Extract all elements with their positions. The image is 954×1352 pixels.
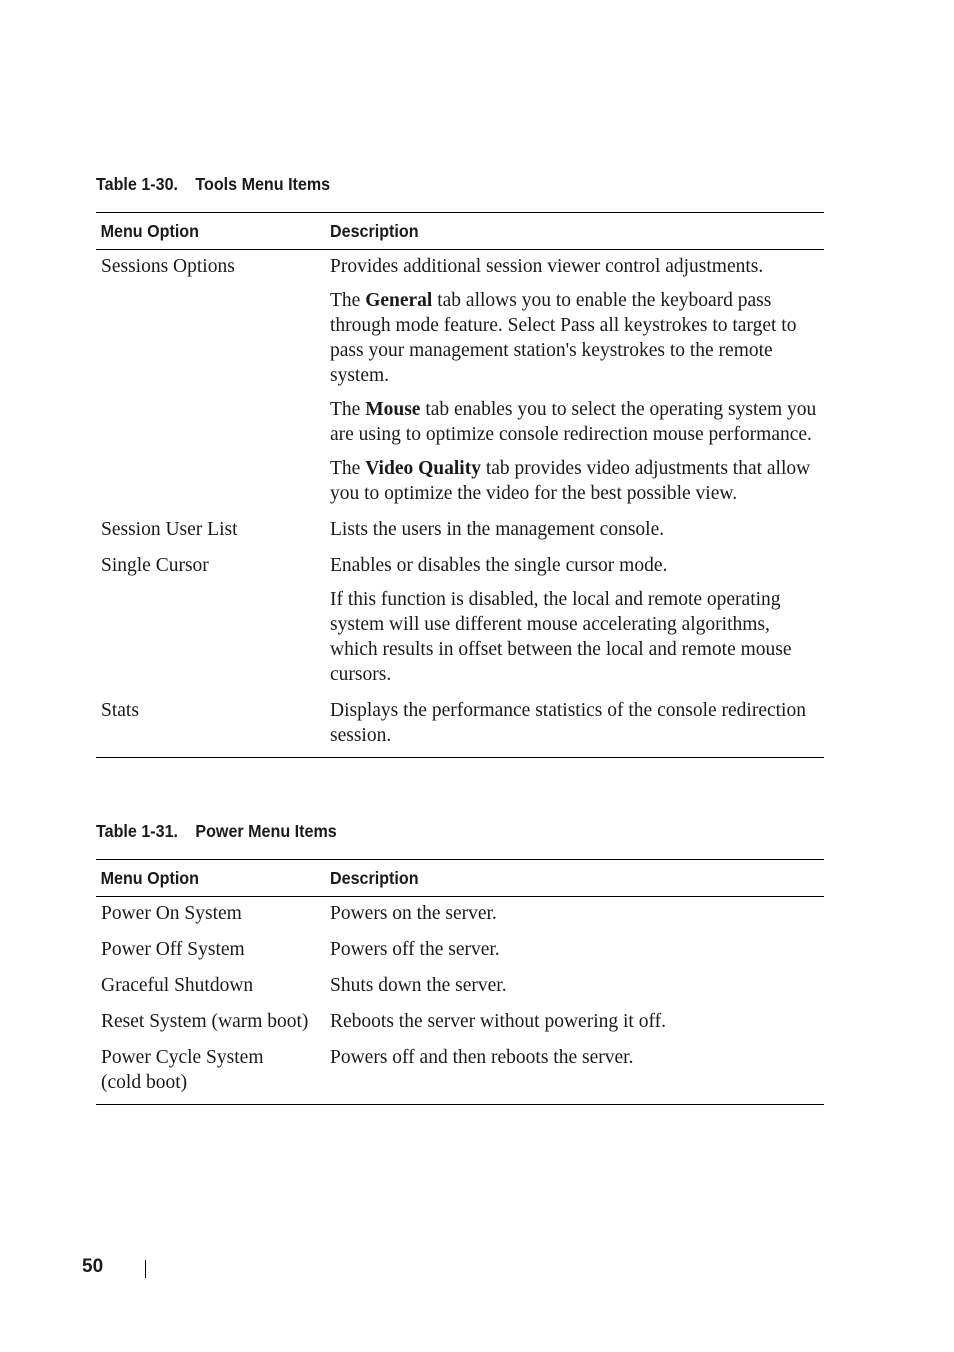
description — [330, 698, 824, 748]
description — [330, 553, 824, 687]
menu-option: Single Cursor — [101, 555, 209, 576]
table-row — [96, 901, 824, 926]
table-number: Table 1-30. — [96, 174, 179, 194]
text: The — [330, 399, 366, 420]
menu-option: Sessions Options — [101, 256, 235, 277]
menu-option: Graceful Shutdown — [101, 975, 254, 996]
description-paragraph: Provides additional session viewer control adjustments. — [330, 256, 764, 277]
text: The — [330, 290, 366, 311]
tab-name-video-quality: Video Quality — [365, 458, 481, 479]
description-paragraph: If this function is disabled, the local and remote operating system will use different mouse accelerating algorithms, which results in offset between the local and remote mouse cursors. — [330, 589, 792, 685]
table-row — [96, 254, 824, 506]
table-title: Power Menu Items — [195, 821, 337, 841]
description — [330, 254, 824, 506]
page-number: 50 — [82, 1256, 104, 1277]
description-paragraph: Displays the performance statistics of the console redirection session. — [330, 700, 806, 746]
menu-option: Reset System (warm boot) — [101, 1011, 309, 1032]
description-paragraph: Enables or disables the single cursor mode. — [330, 555, 668, 576]
table-title: Tools Menu Items — [195, 174, 331, 194]
tools-menu-table — [96, 212, 824, 758]
table-row — [96, 1009, 824, 1034]
table-row — [96, 937, 824, 962]
header-menu-option: Menu Option — [100, 867, 199, 888]
description-paragraph — [330, 288, 820, 388]
text: tab provides video adjustments that allow you to optimize the video for the best possible view. — [330, 458, 811, 504]
description: Powers on the server. — [330, 903, 497, 924]
menu-option: Power On System — [101, 903, 242, 924]
text: The — [330, 458, 366, 479]
description: Powers off the server. — [330, 939, 500, 960]
table-row — [96, 1045, 824, 1095]
description-paragraph — [330, 456, 820, 506]
table-row — [96, 553, 824, 687]
menu-option: Power Cycle System (cold boot) — [101, 1047, 264, 1093]
menu-option: Session User List — [101, 519, 238, 540]
table-header — [96, 860, 824, 897]
header-description: Description — [330, 867, 419, 888]
description: Powers off and then reboots the server. — [330, 1047, 634, 1068]
menu-option: Stats — [101, 700, 139, 721]
table-number: Table 1-31. — [96, 821, 179, 841]
description: Reboots the server without powering it off. — [330, 1011, 666, 1032]
header-menu-option: Menu Option — [100, 220, 199, 241]
table-row — [96, 698, 824, 748]
description: Shuts down the server. — [330, 975, 507, 996]
tab-name-mouse: Mouse — [365, 399, 421, 420]
table-row — [96, 973, 824, 998]
description — [330, 517, 824, 542]
power-menu-table — [96, 859, 824, 1105]
description-paragraph — [330, 397, 820, 447]
header-description: Description — [330, 220, 419, 241]
table-header — [96, 213, 824, 250]
footer-divider — [145, 1260, 146, 1278]
table-caption-tools — [96, 174, 330, 195]
table-row — [96, 517, 824, 542]
description-paragraph: Lists the users in the management console. — [330, 519, 665, 540]
menu-option: Power Off System — [101, 939, 245, 960]
tab-name-general: General — [365, 290, 433, 311]
table-caption-power — [96, 821, 337, 842]
text: tab allows you to enable the keyboard pass through mode feature. Select Pass all keystrokes to target to pass your management station's keystrokes to the remote system. — [330, 290, 797, 386]
text: tab enables you to select the operating system you are using to optimize console redirection mouse performance. — [330, 399, 817, 445]
